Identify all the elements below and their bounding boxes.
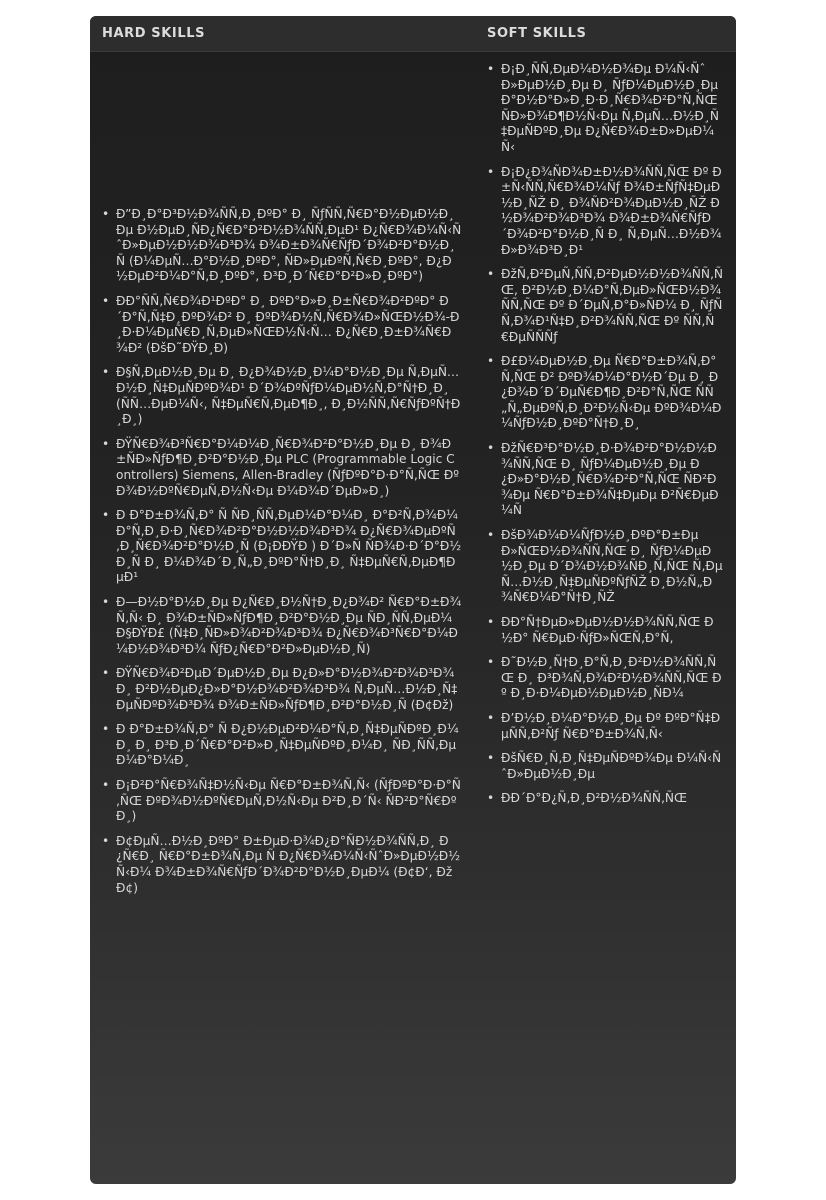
list-item: • Ð¡Ð²Ð°Ñ€Ð¾Ñ‡Ð½Ñ‹Ðµ Ñ€Ð°Ð±Ð¾Ñ‚Ñ‹ (ÑƒÐºÐ°Ð·Ð°Ñ‚ÑŒ ÐºÐ¾Ð½ÐºÑ€ÐµÑ‚Ð½Ñ‹Ðµ Ð²Ð¸Ð´Ñ‹ ÑÐ²Ð°Ñ€ÐºÐ¸) xyxy=(102,778,462,825)
list-item: • Ð’Ð½Ð¸Ð¼Ð°Ð½Ð¸Ðµ Ðº ÐºÐ°Ñ‡ÐµÑÑ‚Ð²Ñƒ Ñ€Ð°Ð±Ð¾Ñ‚Ñ‹ xyxy=(487,711,723,742)
list-item: • Ð§Ñ‚ÐµÐ½Ð¸Ðµ Ð¸ Ð¿Ð¾Ð½Ð¸Ð¼Ð°Ð½Ð¸Ðµ Ñ‚ÐµÑ…Ð½Ð¸Ñ‡ÐµÑÐºÐ¾Ð¹ Ð´Ð¾ÐºÑƒÐ¼ÐµÐ½Ñ‚Ð°Ñ†Ð¸Ð¸ (ÑÑ…ÐµÐ¼Ñ‹, Ñ‡ÐµÑ€Ñ‚ÐµÐ¶Ð¸, Ð¸Ð½ÑÑ‚Ñ€ÑƒÐºÑ†Ð¸Ð¸) xyxy=(102,365,462,427)
list-item: • ÐžÑ€Ð³Ð°Ð½Ð¸Ð·Ð¾Ð²Ð°Ð½Ð½Ð¾ÑÑ‚ÑŒ Ð¸ ÑƒÐ¼ÐµÐ½Ð¸Ðµ Ð¿Ð»Ð°Ð½Ð¸Ñ€Ð¾Ð²Ð°Ñ‚ÑŒ ÑÐ²Ð¾Ðµ Ñ€Ð°Ð±Ð¾Ñ‡ÐµÐµ Ð²Ñ€ÐµÐ¼Ñ xyxy=(487,441,723,519)
list-item: • Ð£Ð¼ÐµÐ½Ð¸Ðµ Ñ€Ð°Ð±Ð¾Ñ‚Ð°Ñ‚ÑŒ Ð² ÐºÐ¾Ð¼Ð°Ð½Ð´Ðµ Ð¸ Ð¿Ð¾Ð´Ð´ÐµÑ€Ð¶Ð¸Ð²Ð°Ñ‚ÑŒ ÑÑ„Ñ„ÐµÐºÑ‚Ð¸Ð²Ð½Ñ‹Ðµ ÐºÐ¾Ð¼Ð¼ÑƒÐ½Ð¸ÐºÐ°Ñ†Ð¸Ð¸ xyxy=(487,354,723,432)
hard-skills-heading: HARD SKILLS xyxy=(102,26,206,41)
list-item: • Ð¡Ð¿Ð¾ÑÐ¾Ð±Ð½Ð¾ÑÑ‚ÑŒ Ðº Ð±Ñ‹ÑÑ‚Ñ€Ð¾Ð¼Ñƒ Ð¾Ð±ÑƒÑ‡ÐµÐ½Ð¸ÑŽ Ð¸ Ð¾ÑÐ²Ð¾ÐµÐ½Ð¸ÑŽ Ð½Ð¾Ð²Ð¾Ð³Ð¾ Ð¾Ð±Ð¾Ñ€ÑƒÐ´Ð¾Ð²Ð°Ð½Ð¸Ñ Ð¸ Ñ‚ÐµÑ…Ð½Ð¾Ð»Ð¾Ð³Ð¸Ð¹ xyxy=(487,165,723,259)
list-item: • ÐŸÑ€Ð¾Ð²ÐµÐ´ÐµÐ½Ð¸Ðµ Ð¿Ð»Ð°Ð½Ð¾Ð²Ð¾Ð³Ð¾ Ð¸ Ð²Ð½ÐµÐ¿Ð»Ð°Ð½Ð¾Ð²Ð¾Ð³Ð¾ Ñ‚ÐµÑ…Ð½Ð¸Ñ‡ÐµÑÐºÐ¾Ð³Ð¾ Ð¾Ð±ÑÐ»ÑƒÐ¶Ð¸Ð²Ð°Ð½Ð¸Ñ (Ð¢Ðž) xyxy=(102,666,462,713)
list-item: • Ð—Ð½Ð°Ð½Ð¸Ðµ Ð¿Ñ€Ð¸Ð½Ñ†Ð¸Ð¿Ð¾Ð² Ñ€Ð°Ð±Ð¾Ñ‚Ñ‹ Ð¸ Ð¾Ð±ÑÐ»ÑƒÐ¶Ð¸Ð²Ð°Ð½Ð¸Ðµ ÑÐ¸ÑÑ‚ÐµÐ¼ Ð§ÐŸÐ£ (Ñ‡Ð¸ÑÐ»Ð¾Ð²Ð¾Ð³Ð¾ Ð¿Ñ€Ð¾Ð³Ñ€Ð°Ð¼Ð¼Ð½Ð¾Ð³Ð¾ ÑƒÐ¿Ñ€Ð°Ð²Ð»ÐµÐ½Ð¸Ñ) xyxy=(102,595,462,657)
list-item: • Ð Ð°Ð±Ð¾Ñ‚Ð° Ñ Ð¿Ð½ÐµÐ²Ð¼Ð°Ñ‚Ð¸Ñ‡ÐµÑÐºÐ¸Ð¼Ð¸ Ð¸ Ð³Ð¸Ð´Ñ€Ð°Ð²Ð»Ð¸Ñ‡ÐµÑÐºÐ¸Ð¼Ð¸ ÑÐ¸ÑÑ‚ÐµÐ¼Ð°Ð¼Ð¸ xyxy=(102,722,462,769)
table-header xyxy=(90,16,736,52)
list-item: • ÐšÐ¾Ð¼Ð¼ÑƒÐ½Ð¸ÐºÐ°Ð±ÐµÐ»ÑŒÐ½Ð¾ÑÑ‚ÑŒ Ð¸ ÑƒÐ¼ÐµÐ½Ð¸Ðµ Ð´Ð¾Ð½Ð¾ÑÐ¸Ñ‚ÑŒ Ñ‚ÐµÑ…Ð½Ð¸Ñ‡ÐµÑÐºÑƒÑŽ Ð¸Ð½Ñ„Ð¾Ñ€Ð¼Ð°Ñ†Ð¸ÑŽ xyxy=(487,528,723,606)
soft-skills-list xyxy=(487,62,723,816)
list-item: • ÐÐ´Ð°Ð¿Ñ‚Ð¸Ð²Ð½Ð¾ÑÑ‚ÑŒ xyxy=(487,791,723,807)
list-item: • ÐŸÑ€Ð¾Ð³Ñ€Ð°Ð¼Ð¼Ð¸Ñ€Ð¾Ð²Ð°Ð½Ð¸Ðµ Ð¸ Ð¾Ð±ÑÐ»ÑƒÐ¶Ð¸Ð²Ð°Ð½Ð¸Ðµ PLC (Programmable Logic Controllers) Siemens, Allen-Bradley (ÑƒÐºÐ°Ð·Ð°Ñ‚ÑŒ ÐºÐ¾Ð½ÐºÑ€ÐµÑ‚Ð½Ñ‹Ðµ Ð¼Ð¾Ð´ÐµÐ»Ð¸) xyxy=(102,437,462,499)
soft-skills-heading: SOFT SKILLS xyxy=(487,26,587,41)
skills-table xyxy=(90,16,736,1184)
list-item: • ÐšÑ€Ð¸Ñ‚Ð¸Ñ‡ÐµÑÐºÐ¾Ðµ Ð¼Ñ‹ÑˆÐ»ÐµÐ½Ð¸Ðµ xyxy=(487,751,723,782)
list-item: • Ð”Ð¸Ð°Ð³Ð½Ð¾ÑÑ‚Ð¸ÐºÐ° Ð¸ ÑƒÑÑ‚Ñ€Ð°Ð½ÐµÐ½Ð¸Ðµ Ð½ÐµÐ¸ÑÐ¿Ñ€Ð°Ð²Ð½Ð¾ÑÑ‚ÐµÐ¹ Ð¿Ñ€Ð¾Ð¼Ñ‹ÑˆÐ»ÐµÐ½Ð½Ð¾Ð³Ð¾ Ð¾Ð±Ð¾Ñ€ÑƒÐ´Ð¾Ð²Ð°Ð½Ð¸Ñ (Ð¼ÐµÑ…Ð°Ð½Ð¸ÐºÐ°, ÑÐ»ÐµÐºÑ‚Ñ€Ð¸ÐºÐ°, Ð¿Ð½ÐµÐ²Ð¼Ð°Ñ‚Ð¸ÐºÐ°, Ð³Ð¸Ð´Ñ€Ð°Ð²Ð»Ð¸ÐºÐ°) xyxy=(102,207,462,285)
list-item: • ÐÐ°Ñ†ÐµÐ»ÐµÐ½Ð½Ð¾ÑÑ‚ÑŒ Ð½Ð° Ñ€ÐµÐ·ÑƒÐ»ÑŒÑ‚Ð°Ñ‚ xyxy=(487,615,723,646)
list-item: • ÐžÑ‚Ð²ÐµÑ‚ÑÑ‚Ð²ÐµÐ½Ð½Ð¾ÑÑ‚ÑŒ, Ð²Ð½Ð¸Ð¼Ð°Ñ‚ÐµÐ»ÑŒÐ½Ð¾ÑÑ‚ÑŒ Ðº Ð´ÐµÑ‚Ð°Ð»ÑÐ¼ Ð¸ ÑƒÑÑ‚Ð¾Ð¹Ñ‡Ð¸Ð²Ð¾ÑÑ‚ÑŒ Ðº ÑÑ‚Ñ€ÐµÑÑÑƒ xyxy=(487,267,723,345)
list-item: • Ð˜Ð½Ð¸Ñ†Ð¸Ð°Ñ‚Ð¸Ð²Ð½Ð¾ÑÑ‚ÑŒ Ð¸ Ð³Ð¾Ñ‚Ð¾Ð²Ð½Ð¾ÑÑ‚ÑŒ Ðº Ð¸Ð·Ð¼ÐµÐ½ÐµÐ½Ð¸ÑÐ¼ xyxy=(487,655,723,702)
list-item: • Ð¡Ð¸ÑÑ‚ÐµÐ¼Ð½Ð¾Ðµ Ð¼Ñ‹ÑˆÐ»ÐµÐ½Ð¸Ðµ Ð¸ ÑƒÐ¼ÐµÐ½Ð¸Ðµ Ð°Ð½Ð°Ð»Ð¸Ð·Ð¸Ñ€Ð¾Ð²Ð°Ñ‚ÑŒ ÑÐ»Ð¾Ð¶Ð½Ñ‹Ðµ Ñ‚ÐµÑ…Ð½Ð¸Ñ‡ÐµÑÐºÐ¸Ðµ Ð¿Ñ€Ð¾Ð±Ð»ÐµÐ¼Ñ‹ xyxy=(487,62,723,156)
list-item: • Ð¢ÐµÑ…Ð½Ð¸ÐºÐ° Ð±ÐµÐ·Ð¾Ð¿Ð°ÑÐ½Ð¾ÑÑ‚Ð¸ Ð¿Ñ€Ð¸ Ñ€Ð°Ð±Ð¾Ñ‚Ðµ Ñ Ð¿Ñ€Ð¾Ð¼Ñ‹ÑˆÐ»ÐµÐ½Ð½Ñ‹Ð¼ Ð¾Ð±Ð¾Ñ€ÑƒÐ´Ð¾Ð²Ð°Ð½Ð¸ÐµÐ¼ (Ð¢Ð‘, ÐžÐ¢) xyxy=(102,834,462,896)
list-item: • ÐÐ°ÑÑ‚Ñ€Ð¾Ð¹ÐºÐ° Ð¸ ÐºÐ°Ð»Ð¸Ð±Ñ€Ð¾Ð²ÐºÐ° Ð´Ð°Ñ‚Ñ‡Ð¸ÐºÐ¾Ð² Ð¸ ÐºÐ¾Ð½Ñ‚Ñ€Ð¾Ð»ÑŒÐ½Ð¾-Ð¸Ð·Ð¼ÐµÑ€Ð¸Ñ‚ÐµÐ»ÑŒÐ½Ñ‹Ñ… Ð¿Ñ€Ð¸Ð±Ð¾Ñ€Ð¾Ð² (ÐšÐ˜ÐŸÐ¸Ð) xyxy=(102,294,462,356)
hard-skills-list xyxy=(102,207,462,905)
list-item: • Ð Ð°Ð±Ð¾Ñ‚Ð° Ñ ÑÐ¸ÑÑ‚ÐµÐ¼Ð°Ð¼Ð¸ Ð°Ð²Ñ‚Ð¾Ð¼Ð°Ñ‚Ð¸Ð·Ð¸Ñ€Ð¾Ð²Ð°Ð½Ð½Ð¾Ð³Ð¾ Ð¿Ñ€Ð¾ÐµÐºÑ‚Ð¸Ñ€Ð¾Ð²Ð°Ð½Ð¸Ñ (Ð¡ÐÐŸÐ ) Ð´Ð»Ñ ÑÐ¾Ð·Ð´Ð°Ð½Ð¸Ñ Ð¸ Ð¼Ð¾Ð´Ð¸Ñ„Ð¸ÐºÐ°Ñ†Ð¸Ð¸ Ñ‡ÐµÑ€Ñ‚ÐµÐ¶ÐµÐ¹ xyxy=(102,508,462,586)
